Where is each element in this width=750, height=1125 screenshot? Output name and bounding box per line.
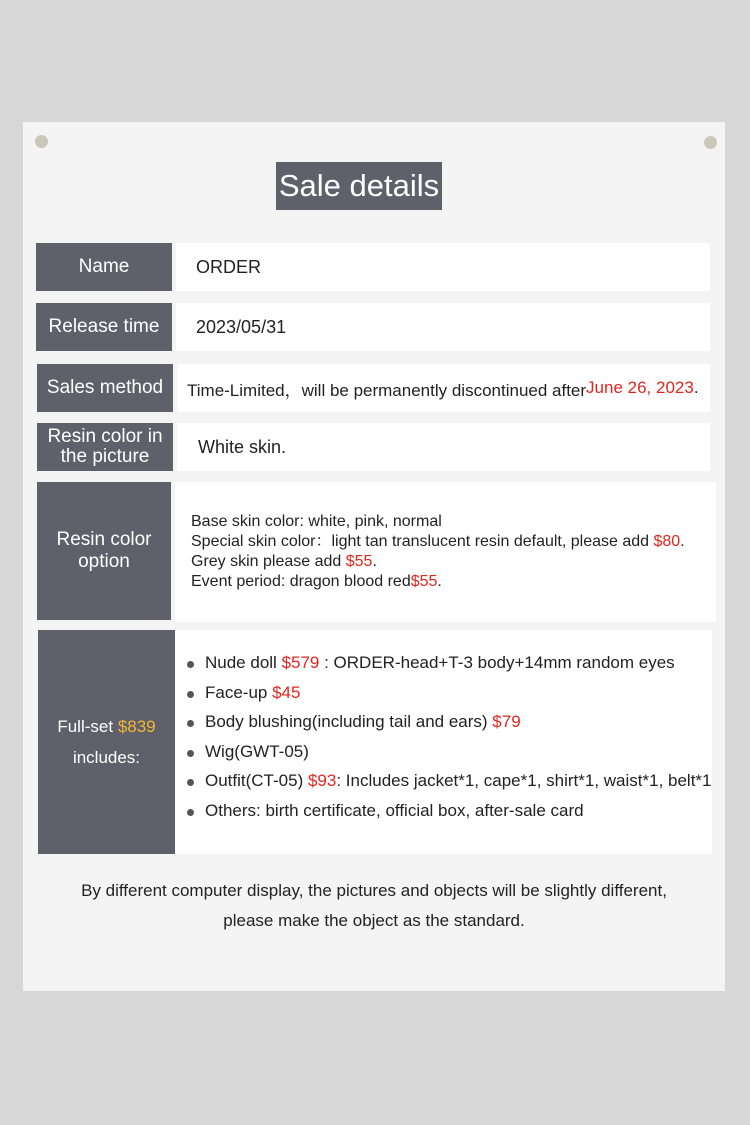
resin-option-label-line2: option (78, 551, 130, 572)
sales-method-value (177, 364, 710, 412)
fullset-item (175, 707, 712, 737)
fullset-item (175, 678, 712, 708)
fullset-price: $839 (117, 717, 156, 736)
fullset-item (175, 737, 712, 767)
resin-picture-label-line2: the picture (60, 446, 150, 467)
fullset-item-text: Outfit(CT-05) (205, 771, 308, 791)
release-time-label: Release time (36, 303, 172, 351)
fullset-label (38, 630, 175, 854)
event-period-price: $55 (410, 573, 438, 590)
pin-left-icon (35, 135, 48, 148)
sales-method-text: Time-Limited，will be permanently discontinued after (187, 380, 587, 400)
fullset-item-price: $79 (492, 712, 521, 732)
resin-picture-label-line1: Resin color in (47, 426, 163, 447)
sales-method-label: Sales method (37, 364, 173, 412)
grey-skin-end: . (372, 553, 377, 570)
release-time-value: 2023/05/31 (176, 303, 710, 351)
fullset-value (175, 630, 712, 854)
grey-skin-text: Grey skin please add (191, 553, 346, 570)
fullset-item-text: Nude doll (205, 653, 282, 672)
resin-picture-label (37, 423, 173, 471)
resin-picture-value: White skin. (177, 423, 710, 471)
sales-method-end: . (693, 378, 699, 397)
resin-option-value (175, 482, 716, 622)
disclaimer-line1: By different computer display, the pictures and objects will be slightly different, (81, 881, 667, 900)
fullset-item (175, 796, 712, 826)
special-skin-price: $80 (653, 533, 681, 550)
grey-skin-line (191, 552, 377, 572)
special-skin-text: Special skin color：light tan translucent resin default, please add (191, 533, 654, 550)
event-period-text: Event period: dragon blood red (191, 573, 411, 590)
fullset-item-text: Wig(GWT-05) (205, 741, 309, 761)
base-skin-line: Base skin color: white, pink, normal (191, 513, 442, 530)
event-period-end: . (437, 573, 442, 590)
special-skin-end: . (680, 533, 685, 550)
fullset-item-price: $45 (272, 682, 301, 702)
special-skin-line (191, 532, 685, 552)
grey-skin-price: $55 (345, 553, 373, 570)
fullset-item (175, 766, 712, 796)
fullset-item-text: Others: birth certificate, official box, after-sale card (205, 800, 584, 820)
fullset-item-text: Body blushing(including tail and ears) (205, 712, 493, 732)
fullset-item-price: $579 (281, 653, 320, 672)
fullset-label-line1 (57, 711, 155, 742)
disclaimer-line2: please make the object as the standard. (223, 911, 525, 930)
pin-right-icon (704, 136, 717, 149)
disclaimer (23, 876, 725, 936)
fullset-item-detail: : ORDER-head+T-3 body+14mm random eyes (319, 653, 675, 672)
fullset-item-text: Face-up (205, 682, 273, 702)
event-period-line (191, 572, 442, 592)
fullset-item (175, 648, 712, 678)
fullset-label-line2: includes: (72, 748, 141, 767)
name-label: Name (36, 243, 172, 291)
resin-option-label (37, 482, 171, 620)
page-title: Sale details (276, 162, 442, 210)
name-value: ORDER (176, 243, 710, 291)
fullset-item-price: $93 (307, 771, 337, 791)
fullset-label-text: Full-set (57, 717, 118, 736)
fullset-item-detail: : Includes jacket*1, cape*1, shirt*1, waist*1, belt*1 (336, 771, 712, 791)
fullset-items-list (175, 648, 712, 826)
resin-option-label-line1: Resin color (56, 529, 152, 550)
discontinue-date: June 26, 2023 (586, 378, 694, 397)
